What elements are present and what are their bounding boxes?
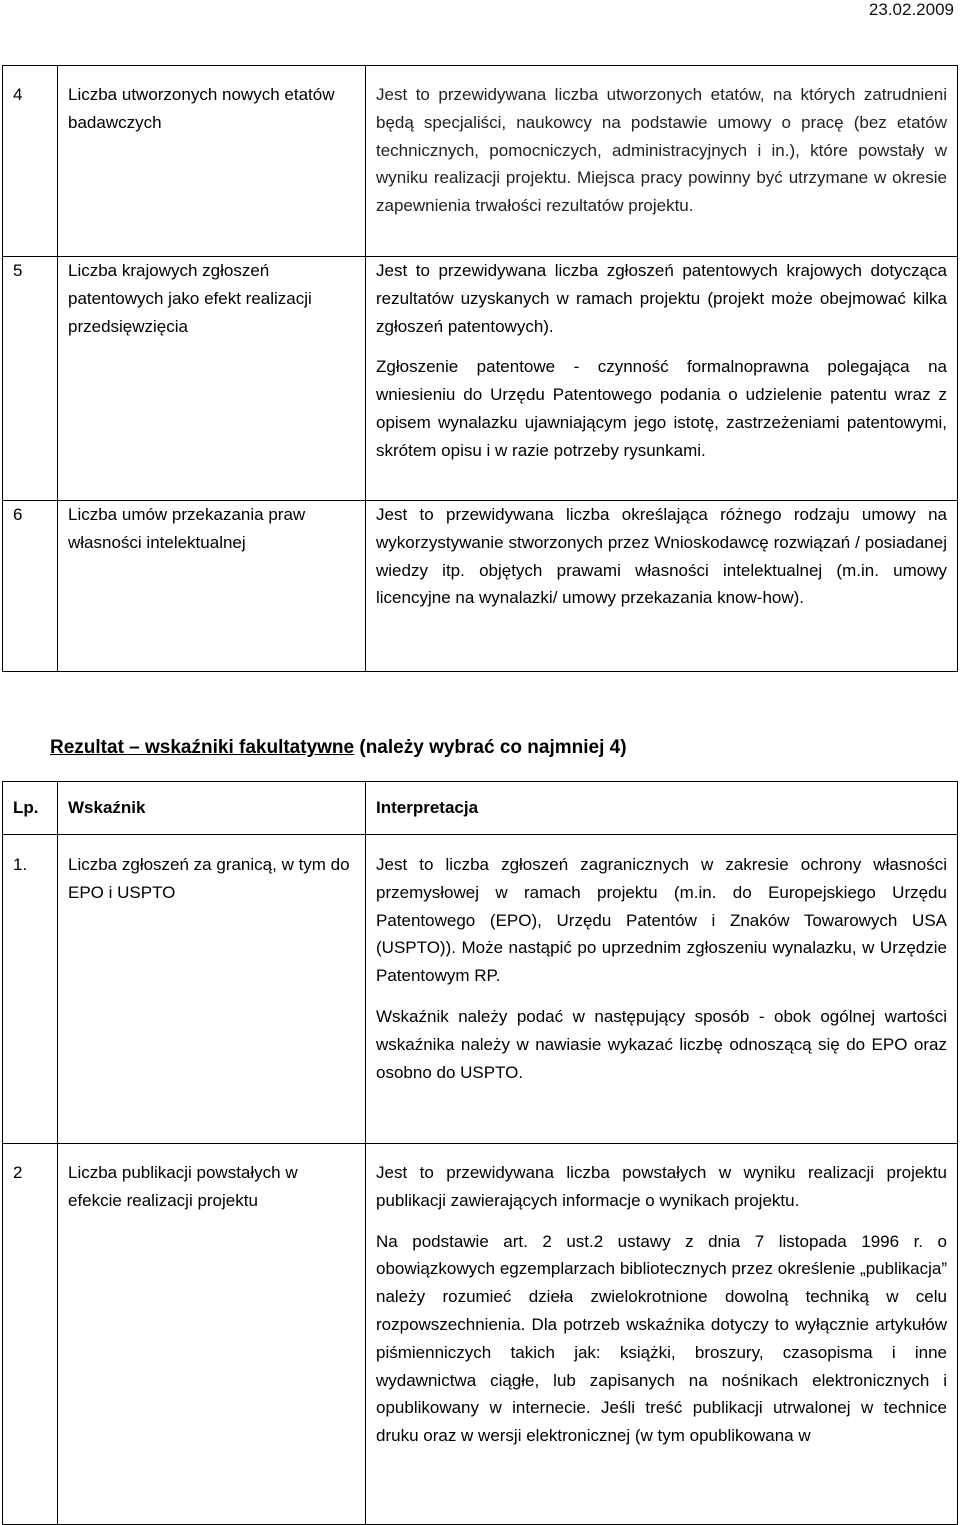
row-number: 5: [13, 261, 23, 280]
table-header-row: [3, 782, 958, 835]
interpretation-paragraph: Jest to przewidywana liczba utworzonych etatów, na których zatrudnieni będą specjaliści, naukowcy na podstawie umowy o pracę (bez etatów technicznych, pomocniczych, administracyjnych i in.), które powstały w wyniku realizacji projektu. Miejsca pracy powinny być utrzymane w okresie zapewnienia trwałości rezultatów projektu.: [376, 85, 947, 216]
indicator-cell: [58, 835, 366, 1144]
interpretation-text: [366, 835, 957, 1086]
interpretation-cell: [366, 66, 958, 257]
row-number: 1.: [13, 855, 28, 874]
section-title-main: Rezultat – wskaźniki fakultatywne: [50, 737, 355, 758]
interpretation-cell: [366, 1144, 958, 1525]
interpretation-paragraph: Na podstawie art. 2 ust.2 ustawy z dnia 7 listopada 1996 r. o obowiązkowych egzemplarzach bibliotecznych przez określenie „publikacja” należy rozumieć dzieła zwielokrotnione dowolną techniką w celu rozpowszechnienia. Dla potrzeb wskaźnika dotyczy to wyłącznie artykułów piśmienniczych takich jak: książki, broszury, czasopisma i inne wydawnictwa ciągłe, lub zapisanych na nośnikach elektronicznych i opublikowany w internecie. Jeśli treść publikacji utrwalonej w technice druku oraz w wersji elektronicznej (w tym opublikowana w: [376, 1231, 947, 1446]
interpretation-paragraph: Wskaźnik należy podać w następujący sposób - obok ogólnej wartości wskaźnika należy w nawiasie wykazać liczbę odnoszącą się do EPO oraz osobno do USPTO.: [376, 1006, 947, 1082]
indicator-cell: [58, 66, 366, 257]
indicator-name: Liczba zgłoszeń za granicą, w tym do EPO i USPTO: [68, 855, 350, 902]
indicator-name: Liczba publikacji powstałych w efekcie realizacji projektu: [68, 1163, 298, 1210]
section-title: [50, 737, 627, 759]
interpretation-paragraph: Zgłoszenie patentowe - czynność formalnoprawna polegająca na wniesieniu do Urzędu Patentowego podania o udzielenie patentu wraz z opisem wynalazku ujawniającym jego istotę, zastrzeżeniami patentowymi, skrótem opisu i w razie potrzeby rysunkami.: [376, 357, 947, 460]
row-number-cell: [3, 835, 58, 1144]
column-header-interpretation: Interpretacja: [366, 782, 958, 835]
table-row: [3, 501, 958, 672]
row-number-cell: [3, 1144, 58, 1525]
indicator-cell: [58, 501, 366, 672]
table-row: [3, 257, 958, 501]
interpretation-text: [366, 257, 957, 465]
interpretation-paragraph: Jest to liczba zgłoszeń zagranicznych w zakresie ochrony własności przemysłowej w ramach projektu (m.in. do Europejskiego Urzędu Patentowego (EPO), Urzędu Patentów i Znaków Towarowych USA (USPTO)). Może nastąpić po uprzednim zgłoszeniu wynalazku, w Urzędzie Patentowym RP.: [376, 855, 947, 986]
column-header-indicator: Wskaźnik: [58, 782, 366, 835]
indicator-cell: [58, 1144, 366, 1525]
row-number: 4: [13, 85, 23, 104]
row-number-cell: [3, 501, 58, 672]
indicator-name: Liczba utworzonych nowych etatów badawczych: [68, 85, 335, 132]
table-row: [3, 835, 958, 1144]
table-row: [3, 1144, 958, 1525]
interpretation-paragraph: Jest to przewidywana liczba powstałych w wyniku realizacji projektu publikacji zawierających informacje o wynikach projektu.: [376, 1163, 947, 1210]
indicator-name: Liczba umów przekazania praw własności intelektualnej: [68, 505, 306, 552]
table-row: [3, 66, 958, 257]
interpretation-text: [366, 66, 957, 220]
interpretation-text: [366, 501, 957, 612]
interpretation-paragraph: Jest to przewidywana liczba zgłoszeń patentowych krajowych dotycząca rezultatów uzyskanych w ramach projektu (projekt może obejmować kilka zgłoszeń patentowych).: [376, 261, 947, 336]
row-number: 6: [13, 505, 23, 524]
indicator-name: Liczba krajowych zgłoszeń patentowych jako efekt realizacji przedsięwzięcia: [68, 261, 312, 336]
indicators-table-optional: [2, 781, 958, 1525]
row-number-cell: [3, 257, 58, 501]
interpretation-cell: [366, 257, 958, 501]
row-number-cell: [3, 66, 58, 257]
column-header-lp: Lp.: [3, 782, 58, 835]
section-title-note: (należy wybrać co najmniej 4): [354, 737, 627, 758]
row-number: 2: [13, 1163, 23, 1182]
document-date: 23.02.2009: [868, 0, 954, 19]
interpretation-cell: [366, 501, 958, 672]
interpretation-text: [366, 1144, 957, 1450]
interpretation-cell: [366, 835, 958, 1144]
interpretation-paragraph: Jest to przewidywana liczba określająca różnego rodzaju umowy na wykorzystywanie stworzonych przez Wnioskodawcę rozwiązań / posiadanej wiedzy itp. objętych prawami własności intelektualnej (m.in. umowy licencyjne na wynalazki/ umowy przekazania know-how).: [376, 505, 947, 608]
indicator-cell: [58, 257, 366, 501]
indicators-table-mandatory: [2, 65, 958, 672]
